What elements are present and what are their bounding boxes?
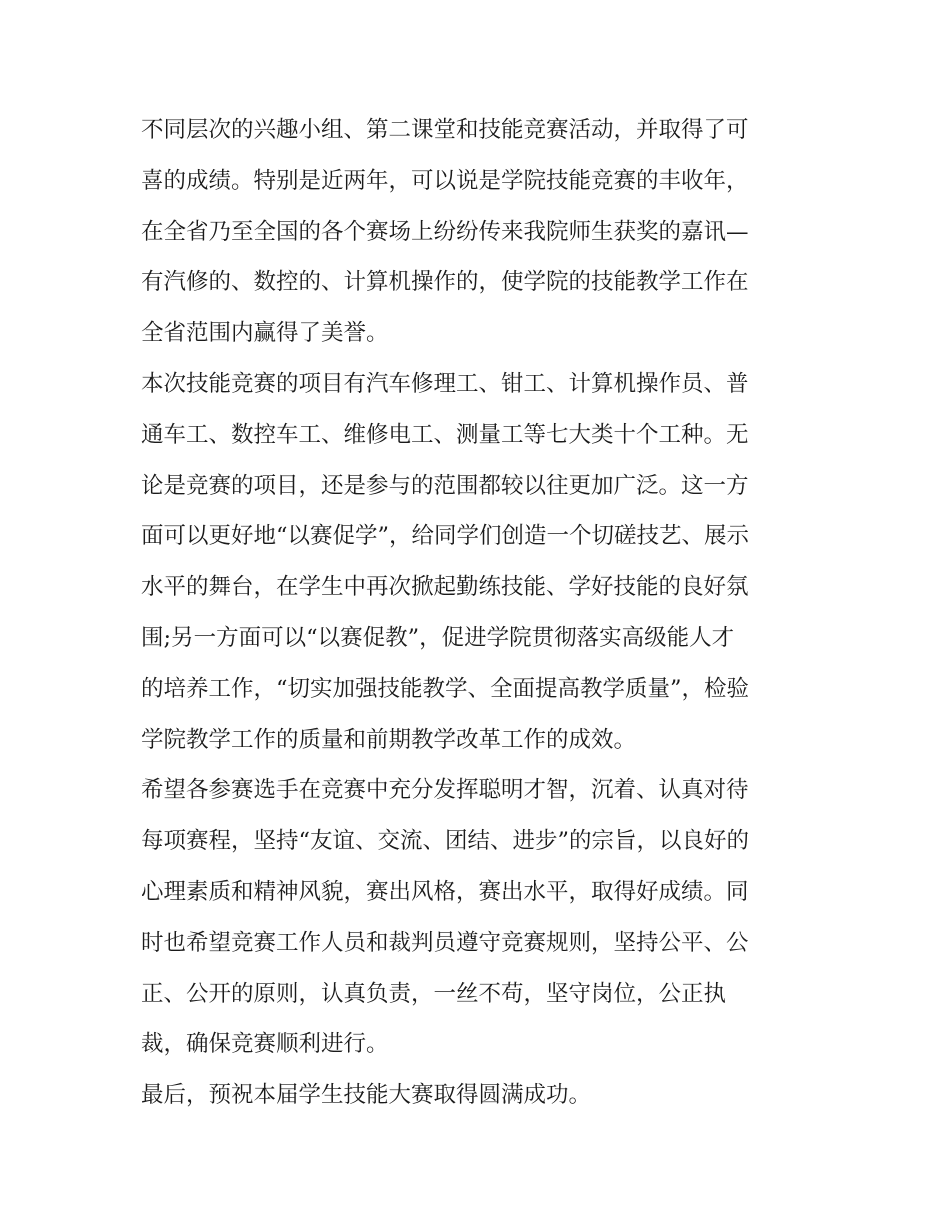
text-line: 喜的成绩。特别是近两年，可以说是学院技能竞赛的丰收年， xyxy=(141,167,749,194)
body-text xyxy=(141,105,813,1121)
text-line: 学院教学工作的质量和前期教学改革工作的成效。 xyxy=(141,726,637,753)
text-line: 水平的舞台，在学生中再次掀起勤练技能、学好技能的良好氛 xyxy=(141,574,749,601)
text-line: 裁，确保竞赛顺利进行。 xyxy=(141,1031,389,1058)
text-line: 正、公开的原则，认真负责，一丝不苟，坚守岗位，公正执 xyxy=(141,980,727,1007)
text-line: 最后，预祝本届学生技能大赛取得圆满成功。 xyxy=(141,1082,592,1109)
text-line: 的培养工作，“切实加强技能教学、全面提高教学质量”，检验 xyxy=(141,675,750,702)
text-line: 希望各参赛选手在竞赛中充分发挥聪明才智，沉着、认真对待 xyxy=(141,777,749,804)
text-line: 有汽修的、数控的、计算机操作的，使学院的技能教学工作在 xyxy=(141,269,749,296)
text-line: 不同层次的兴趣小组、第二课堂和技能竞赛活动，并取得了可 xyxy=(141,117,749,143)
text-line: 在全省乃至全国的各个赛场上纷纷传来我院师生获奖的嘉讯— xyxy=(141,218,749,245)
text-line: 围;另一方面可以“以赛促教”，促进学院贯彻落实高级能人才 xyxy=(141,624,735,651)
text-line: 论是竞赛的项目，还是参与的范围都较以往更加广泛。这一方 xyxy=(141,472,749,499)
text-line: 每项赛程，坚持“友谊、交流、团结、进步”的宗旨，以良好的 xyxy=(141,828,750,855)
text-line: 心理素质和精神风貌，赛出风格，赛出水平，取得好成绩。同 xyxy=(141,878,749,905)
text-line: 时也希望竞赛工作人员和裁判员遵守竞赛规则，坚持公平、公 xyxy=(141,929,749,956)
text-line: 本次技能竞赛的项目有汽车修理工、钳工、计算机操作员、普 xyxy=(141,370,749,397)
text-line: 面可以更好地“以赛促学”，给同学们创造一个切磋技艺、展示 xyxy=(141,523,750,550)
text-line: 全省范围内赢得了美誉。 xyxy=(141,320,389,347)
text-line: 通车工、数控车工、维修电工、测量工等七大类十个工种。无 xyxy=(141,421,749,448)
